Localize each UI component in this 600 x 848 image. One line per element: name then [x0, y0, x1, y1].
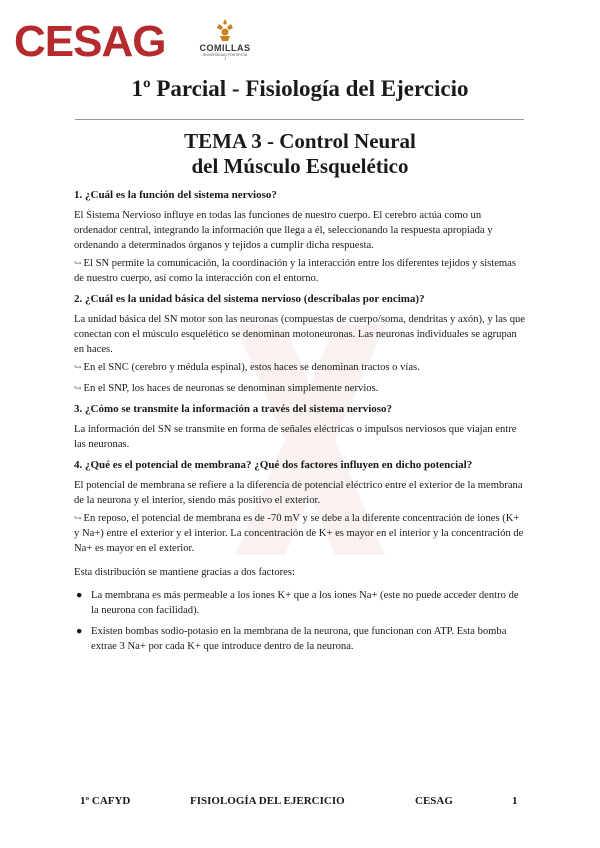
- page-number: 1: [512, 795, 518, 807]
- answer-paragraph: El potencial de membrana se refiere a la diferencia de potencial eléctrico entre el exterior de la membrana de la neurona y el interior, siendo más positivo el exterior.: [74, 480, 523, 506]
- title-divider: [75, 119, 524, 120]
- tema-title-line-1: TEMA 3 - Control Neural: [184, 129, 416, 153]
- arrow-note-text: El SN permite la comunicación, la coordinación y la interacción entre los diferentes tejidos y sistemas de nuestro cuerpo, así como la interacción con el entorno.: [74, 258, 516, 284]
- section-2: [74, 292, 526, 396]
- comillas-crest-icon: [214, 18, 236, 42]
- arrow-icon: ↪: [74, 362, 82, 372]
- arrow-note: [74, 360, 526, 375]
- arrow-note-text: En el SNC (cerebro y médula espinal), estos haces se denominan tractos o vías.: [83, 362, 420, 373]
- question-1: 1. ¿Cuál es la función del sistema nervioso?: [74, 189, 277, 201]
- footer-subject: FISIOLOGÍA DEL EJERCICIO: [190, 795, 345, 807]
- footer-course: 1º CAFYD: [80, 795, 131, 807]
- page-title: 1º Parcial - Fisiología del Ejercicio: [131, 76, 469, 101]
- arrow-note-text: En reposo, el potencial de membrana es de -70 mV y se debe a la diferente concentración de iones (K+ y Na+) entre el exterior y el interior. La concentración de K+ es mayor en el interior y la concentración de Na+ es mayor en el exterior.: [74, 513, 524, 554]
- list-item: [74, 588, 526, 618]
- arrow-icon: ↪: [74, 513, 82, 523]
- document-body: [74, 188, 526, 660]
- arrow-note: [74, 511, 526, 556]
- arrow-note-text: En el SNP, los haces de neuronas se denominan simplemente nervios.: [83, 383, 379, 394]
- list-item: [74, 624, 526, 654]
- footer-institution: CESAG: [415, 795, 453, 807]
- comillas-name: COMILLAS: [199, 43, 251, 53]
- arrow-icon: ↪: [74, 258, 82, 268]
- section-3: [74, 402, 526, 452]
- tema-title-line-2: del Músculo Esquelético: [191, 154, 409, 178]
- factors-list: [74, 588, 526, 654]
- section-4: [74, 458, 526, 654]
- comillas-mark: J: [223, 57, 227, 62]
- bullet-icon: ●: [76, 590, 83, 601]
- answer-paragraph: La información del SN se transmite en forma de señales eléctricas o impulsos nerviosos que viajan entre las neuronas.: [74, 424, 517, 450]
- arrow-icon: ↪: [74, 383, 82, 393]
- cesag-logo: CESAG: [14, 17, 166, 66]
- question-4: 4. ¿Qué es el potencial de membrana? ¿Qué dos factores influyen en dicho potencial?: [74, 459, 473, 471]
- answer-paragraph: El Sistema Nervioso influye en todas las funciones de nuestro cuerpo. El cerebro actúa como un ordenador central, integrando la información que llega a él, seleccionando la respuesta apropiada y ordenando a determinados órganos y tejidos a cumplir dicha respuesta.: [74, 210, 493, 251]
- comillas-logo: [190, 18, 260, 62]
- list-item-text: Existen bombas sodio-potasio en la membrana de la neurona, que funcionan con ATP. Esta bomba extrae 3 Na+ por cada K+ que introduce dentro de la neurona.: [91, 626, 507, 652]
- question-3: 3. ¿Cómo se transmite la información a través del sistema nervioso?: [74, 403, 393, 415]
- section-1: [74, 188, 526, 286]
- bullet-icon: ●: [76, 626, 83, 637]
- comillas-subtitle: UNIVERSIDAD PONTIFICIA: [202, 53, 248, 57]
- answer-paragraph: La unidad básica del SN motor son las neuronas (compuestas de cuerpo/soma, dendritas y axón), y las que conectan con el músculo esquelético se denominan motoneuronas. Las neuronas individuales se agrupan en haces.: [74, 314, 525, 355]
- arrow-note: [74, 256, 526, 286]
- tema-title: [0, 129, 600, 179]
- arrow-note: [74, 381, 526, 396]
- list-item-text: La membrana es más permeable a los iones K+ que a los iones Na+ (este no puede acceder dentro de la neurona con facilidad).: [91, 590, 519, 616]
- factors-intro: Esta distribución se mantiene gracias a dos factores:: [74, 567, 295, 578]
- question-2: 2. ¿Cuál es la unidad básica del sistema nervioso (descríbalas por encima)?: [74, 293, 425, 305]
